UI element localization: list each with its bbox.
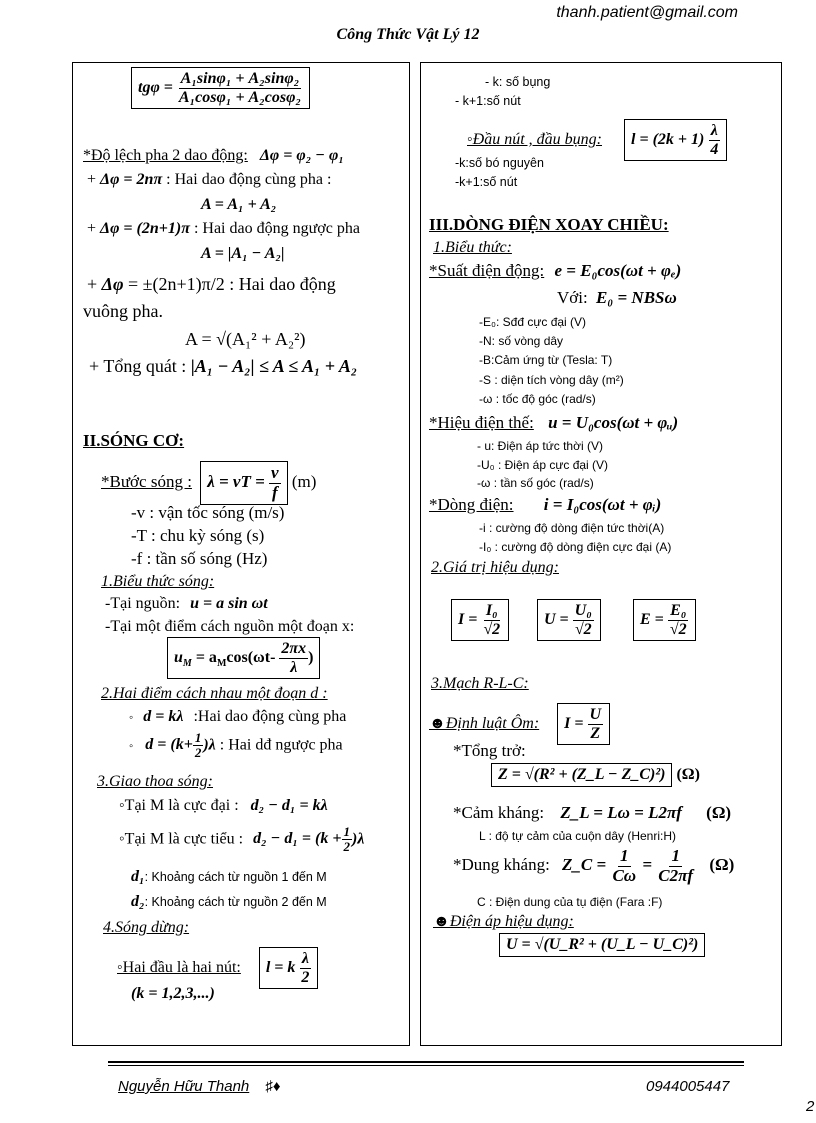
- author-email: thanh.patient@gmail.com: [556, 4, 738, 21]
- node-belly-num: λ: [710, 122, 718, 139]
- k-values: (k = 1,2,3,...): [131, 985, 215, 1002]
- at-point-den: λ: [290, 658, 298, 676]
- footer-phone: 0944005447: [646, 1078, 730, 1095]
- e0-text: -E₀: Sđđ cực đại (V): [479, 315, 587, 329]
- d2-den: 2: [194, 745, 202, 761]
- ind-formula: Z_L = Lω = L2πf: [560, 803, 682, 822]
- rmsv-row: [499, 933, 705, 957]
- quad-text2: vuông pha.: [83, 301, 163, 321]
- opp-phase-amp: A = |A₁ − A₂|: [201, 245, 285, 262]
- two-nodes-num: λ: [301, 950, 309, 967]
- node-belly-box: [624, 119, 727, 161]
- rms-e-fraction: [668, 602, 689, 638]
- cap-num1: 1: [620, 846, 629, 865]
- rms-u-den: √2: [574, 620, 592, 638]
- page-title: Công Thức Vật Lý 12: [336, 26, 480, 43]
- min-num: 1: [343, 824, 350, 839]
- tan-num: A₁sinφ₁ + A₂sinφ₂: [180, 70, 300, 87]
- imp-unit: (Ω): [676, 766, 700, 783]
- d2-text: : Hai dđ ngược pha: [219, 736, 343, 754]
- ohm-box: [557, 703, 610, 745]
- wavelength-lhs: λ = vT =: [207, 472, 265, 492]
- subsection-standing-wave: 4.Sóng dừng:: [103, 919, 190, 936]
- cur-label: *Dòng điện:: [429, 495, 514, 514]
- emf-with-formula: E₀ = NBSω: [595, 288, 677, 307]
- volt-formula: u = U₀cos(ωt + φᵤ): [548, 413, 679, 432]
- at-point-mid: = a: [195, 648, 217, 666]
- node-belly-row: [467, 119, 727, 161]
- rms-u-box: [537, 599, 601, 641]
- s-text: -S : diện tích vòng dây (m²): [479, 373, 624, 387]
- rmsv-label: ☻Điện áp hiệu dụng:: [433, 913, 574, 930]
- d2-formula-a: d = (k+: [145, 736, 193, 754]
- at-point-box: [167, 637, 320, 679]
- rms-i-lhs: I =: [458, 610, 478, 628]
- subsection-distance: 2.Hai điểm cách nhau một đoạn d :: [101, 685, 328, 702]
- at-point-lhs: u: [174, 648, 183, 666]
- k1-node: - k+1:số nút: [455, 94, 521, 108]
- d1-def-row: [131, 868, 327, 886]
- min-text: ◦Tại M là cực tiểu :: [119, 830, 244, 848]
- min-formula-a: d₂ − d₁ = (k +: [253, 830, 342, 848]
- w-text: -ω : tốc độ góc (rad/s): [479, 392, 596, 406]
- d2-num: 1: [194, 730, 202, 745]
- wavelength-box: [200, 461, 287, 505]
- quad-amp: A = √(A₁² + A₂²): [185, 329, 306, 349]
- at-source: -Tại nguồn:: [105, 595, 181, 612]
- subsection-rms: 2.Giá trị hiệu dụng:: [431, 559, 559, 576]
- page-number: 2: [806, 1098, 815, 1115]
- ind-row: [453, 803, 731, 823]
- k-belly: - k: số bụng: [485, 75, 551, 89]
- same-phase-text: : Hai dao động cùng pha :: [166, 171, 332, 188]
- rms-i-fraction: [481, 602, 502, 638]
- volt-row: [429, 413, 678, 433]
- emf-row: [429, 261, 681, 281]
- cap-den1: Cω: [612, 865, 637, 885]
- subsection-interference: 3.Giao thoa sóng:: [97, 773, 213, 790]
- ohm-label: ☻Định luật Ôm:: [429, 714, 540, 732]
- ind-unit: (Ω): [706, 803, 732, 822]
- footer-author: Nguyễn Hữu Thanh: [118, 1078, 250, 1095]
- cur-row: [429, 495, 661, 515]
- emf-formula: e = E₀cos(ωt + φₑ): [554, 261, 682, 280]
- rms-i-den: √2: [483, 620, 501, 638]
- volt-label: *Hiệu điện thế:: [429, 413, 534, 432]
- section-ac: III.DÒNG ĐIỆN XOAY CHIỀU:: [429, 215, 669, 234]
- ohm-fraction: [588, 706, 604, 742]
- footer-rule: [108, 1061, 744, 1063]
- two-nodes-box: [259, 947, 319, 989]
- d2-fraction: [193, 731, 204, 761]
- wavelength-row: [101, 461, 316, 505]
- at-point-cos: cos(ωt-: [226, 648, 276, 666]
- rms-u-lhs: U =: [544, 610, 569, 628]
- phase-diff-row: [83, 147, 344, 165]
- tan-formula-box: [131, 67, 310, 109]
- min-row: [119, 825, 364, 855]
- ohm-row: [429, 703, 610, 745]
- subsection-expr: 1.Biểu thức:: [433, 239, 512, 256]
- d2-def: : Khoảng cách từ nguồn 2 đến M: [144, 895, 327, 909]
- opp-phase-text: : Hai dao động ngược pha: [193, 220, 360, 237]
- ohm-lhs: I =: [564, 714, 584, 732]
- cap-unit: (Ω): [709, 855, 735, 875]
- cap-num2: 1: [671, 846, 680, 865]
- at-point-end: ): [308, 648, 314, 666]
- two-nodes-row: [117, 947, 318, 989]
- u-text: - u: Điện áp tức thời (V): [477, 439, 603, 453]
- at-point-num: 2πx: [281, 640, 307, 657]
- cap-fraction1: [610, 847, 638, 885]
- k1-nut: -k+1:số nút: [455, 175, 518, 189]
- node-belly-den: 4: [710, 140, 719, 158]
- b-text: -B:Cảm ứng từ (Tesla: T): [479, 353, 613, 367]
- d1-row: ◦ d = kλ :Hai dao động cùng pha: [129, 708, 347, 725]
- at-source-formula: u = a sin ωt: [190, 595, 268, 612]
- rms-u-num: U₀: [574, 602, 592, 619]
- min-fraction: [342, 825, 353, 855]
- u0-text: -U₀ : Điện áp cực đại (V): [477, 458, 609, 472]
- wavelength-fraction: [269, 464, 281, 502]
- max-row: [119, 797, 328, 815]
- phase-diff-title: *Độ lệch pha 2 dao động:: [83, 147, 248, 164]
- at-point-sub2: M: [216, 657, 227, 669]
- at-point-sub: M: [182, 657, 192, 669]
- imp-row: [491, 763, 700, 787]
- wavelength-den: f: [271, 482, 278, 502]
- rms-e-den: √2: [669, 620, 687, 638]
- plus-sign: +: [87, 171, 97, 188]
- i-text: -i : cường độ dòng điện tức thời(A): [479, 521, 665, 535]
- max-text: ◦Tại M là cực đại :: [119, 797, 239, 814]
- opp-phase-row: [87, 220, 360, 238]
- same-phase-row: [87, 171, 331, 189]
- two-nodes-lhs: l = k: [265, 958, 296, 976]
- tan-den: A₁cosφ₁ + A₂cosφ₂: [178, 88, 302, 106]
- cap-den2: C2πf: [658, 865, 694, 885]
- footer-author-row: [118, 1078, 281, 1095]
- d2-row: ◦ d = (k+ $\frac{1}{2}$ )λ : Hai dđ ngược pha: [129, 730, 343, 761]
- section-wave: II.SÓNG CƠ:: [83, 431, 185, 450]
- rms-u-fraction: [573, 602, 594, 638]
- general-row: [89, 356, 357, 377]
- rms-e-box: [633, 599, 696, 641]
- right-column: [420, 62, 782, 1046]
- plus-sign: +: [87, 274, 98, 294]
- phase-diff-formula: Δφ = φ₂ − φ₁: [259, 147, 344, 164]
- d1-formula: d = kλ: [143, 708, 184, 725]
- cap-row: [453, 847, 734, 885]
- wavelength-unit: (m): [291, 472, 317, 492]
- cap-def: C : Điện dung của tụ điện (Fara :F): [477, 895, 663, 909]
- node-belly-fraction: [708, 122, 720, 158]
- d2-def-row: [131, 893, 327, 911]
- imp-label: *Tổng trở:: [453, 741, 526, 760]
- n-text: -N: số vòng dây: [479, 334, 564, 348]
- same-phase-formula: Δφ = 2nπ: [100, 171, 163, 188]
- quad-formula: Δφ: [101, 274, 124, 294]
- d1-def-sym: d₁: [131, 868, 145, 885]
- at-point: -Tại một điểm cách nguồn một đoạn x:: [105, 618, 355, 635]
- opp-phase-formula: Δφ = (2n+1)π: [100, 220, 190, 237]
- t-text: -T : chu kỳ sóng (s): [131, 526, 265, 545]
- two-nodes-den: 2: [301, 968, 310, 986]
- at-source-row: [105, 595, 268, 613]
- cur-formula: i = I₀cos(ωt + φᵢ): [543, 495, 662, 514]
- d2-formula-b: )λ: [203, 736, 216, 754]
- max-formula: d₂ − d₁ = kλ: [250, 797, 328, 814]
- cap-lhs: Z_C =: [562, 855, 607, 875]
- quad-row: [87, 274, 336, 295]
- emf-with-row: [557, 288, 677, 308]
- cap-label: *Dung kháng:: [453, 855, 550, 875]
- i0-text: -I₀ : cường độ dòng điện cực đại (A): [479, 540, 672, 554]
- general-label: + Tổng quát :: [89, 356, 187, 376]
- node-belly-lhs: l = (2k + 1): [631, 130, 705, 148]
- tan-fraction: [177, 70, 303, 106]
- footer-rule-thin: [108, 1065, 744, 1066]
- same-phase-amp: A = A₁ + A₂: [201, 196, 277, 213]
- two-nodes-text: ◦Hai đầu là hai nút:: [117, 958, 241, 976]
- min-formula-b: )λ: [352, 830, 365, 848]
- w2-text: -ω : tần số góc (rad/s): [477, 476, 594, 490]
- wavelength-num: v: [271, 463, 279, 482]
- v-text: -v : vận tốc sóng (m/s): [131, 503, 285, 522]
- k-bo: -k:số bó nguyên: [455, 156, 544, 170]
- subsection-rlc: 3.Mạch R-L-C:: [431, 675, 529, 692]
- general-formula: |A₁ − A₂| ≤ A ≤ A₁ + A₂: [190, 356, 358, 376]
- rms-i-num: I₀: [485, 602, 498, 619]
- node-belly-text: ◦Đầu nút , đầu bụng:: [467, 130, 602, 148]
- ohm-den: Z: [590, 724, 601, 742]
- two-nodes-fraction: [299, 950, 311, 986]
- rmsv-formula: U = √(U_R² + (U_L − U_C)²): [499, 933, 705, 957]
- emf-with: Với:: [557, 288, 588, 307]
- emf-label: *Suất điện động:: [429, 261, 545, 280]
- wavelength-label: *Bước sóng :: [101, 472, 192, 492]
- ohm-num: U: [589, 706, 602, 723]
- d2-def-sym: d₂: [131, 893, 145, 910]
- cap-fraction2: [656, 847, 695, 885]
- ind-label: *Cảm kháng:: [453, 803, 545, 822]
- subsection-wave-expr: 1.Biểu thức sóng:: [101, 573, 215, 590]
- at-point-fraction: [279, 640, 308, 676]
- tan-lhs: tgφ =: [138, 78, 173, 96]
- ind-def: L : độ tự cảm của cuộn dây (Henri:H): [479, 829, 677, 843]
- min-den: 2: [343, 839, 350, 855]
- left-column: [72, 62, 410, 1046]
- quad-text: = ±(2n+1)π/2 : Hai dao động: [127, 274, 336, 294]
- rms-i-box: [451, 599, 509, 641]
- rms-e-lhs: E =: [640, 610, 664, 628]
- f-text: -f : tần số sóng (Hz): [131, 549, 268, 568]
- cap-eq: =: [642, 855, 653, 875]
- d1-def: : Khoảng cách từ nguồn 1 đến M: [144, 870, 327, 884]
- imp-formula: Z = √(R² + (Z_L − Z_C)²): [491, 763, 672, 787]
- footer-mark-icon: ♯♦: [265, 1078, 281, 1095]
- rms-e-num: E₀: [670, 602, 687, 619]
- d1-text: :Hai dao động cùng pha: [193, 708, 347, 725]
- plus-sign: +: [87, 220, 97, 237]
